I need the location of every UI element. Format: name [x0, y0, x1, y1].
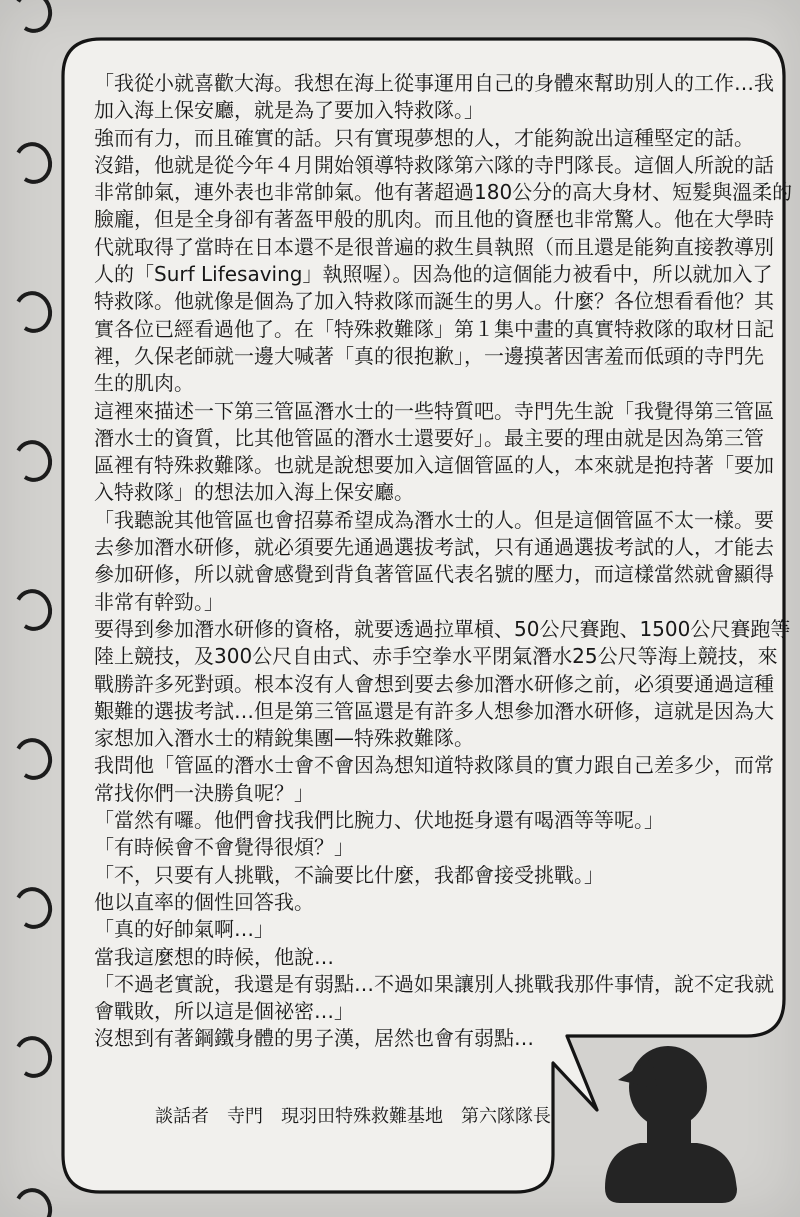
text-line: 特救隊。他就像是個為了加入特救隊而誕生的男人。什麼？各位想看看他？其: [94, 289, 774, 314]
text-line: 加入海上保安廳，就是為了要加入特救隊。」: [94, 98, 484, 123]
person-silhouette-icon: [605, 1046, 737, 1203]
text-line: 「真的好帥氣啊…」: [94, 917, 274, 942]
text-line: 「我從小就喜歡大海。我想在海上從事運用自己的身體來幫助別人的工作…我: [94, 71, 774, 95]
text-line: 「有時候會不會覺得很煩？」: [94, 835, 354, 860]
text-line: 「當然有囉。他們會找我們比腕力、伏地挺身還有喝酒等等呢。」: [94, 808, 664, 833]
text-line: 臉龐，但是全身卻有著盔甲般的肌肉。而且他的資歷也非常驚人。他在大學時: [94, 207, 774, 232]
text-line: 沒錯，他就是從今年４月開始領導特救隊第六隊的寺門隊長。這個人所說的話: [94, 152, 774, 177]
text-line: 當我這麼想的時候，他說…: [94, 944, 334, 969]
text-line: 區裡有特殊救難隊。也就是說想要加入這個管區的人，本來就是抱持著「要加: [94, 453, 774, 478]
text-line: 參加研修，所以就會感覺到背負著管區代表名號的壓力，而這樣當然就會顯得: [94, 562, 774, 587]
text-line: 「不，只要有人挑戰，不論要比什麼，我都會接受挑戰。」: [94, 862, 604, 887]
text-line: 家想加入潛水士的精銳集團—特殊救難隊。: [94, 726, 474, 751]
text-line: 常找你們一決勝負呢？」: [94, 780, 314, 805]
text-line: 潛水士的資質，比其他管區的潛水士還要好」。最主要的理由就是因為第三管: [94, 425, 764, 450]
text-line: 我問他「管區的潛水士會不會因為想知道特救隊員的實力跟自己差多少，而常: [94, 753, 774, 778]
text-line: 強而有力，而且確實的話。只有實現夢想的人，才能夠說出這種堅定的話。: [94, 125, 754, 150]
interview-text: [94, 70, 793, 1053]
text-line: 陸上競技，及300公尺自由式、赤手空拳水平閉氣潛水25公尺等海上競技，來: [94, 644, 778, 669]
text-line: 實各位已經看過他了。在「特殊救難隊」第１集中畫的真實特救隊的取材日記: [94, 316, 774, 341]
text-line: 人的「Surf Lifesaving」執照喔）。因為他的這個能力被看中，所以就加入了: [94, 262, 773, 287]
text-line: 非常帥氣，連外表也非常帥氣。他有著超過180公分的高大身材、短髮與溫柔的: [94, 180, 793, 205]
text-line: 要得到參加潛水研修的資格，就要透過拉單槓、50公尺賽跑、1500公尺賽跑等: [94, 616, 791, 641]
text-line: 「不過老實說，我還是有弱點…不過如果讓別人挑戰我那件事情，說不定我就: [94, 971, 774, 996]
text-line: 沒想到有著鋼鐵身體的男子漢，居然也會有弱點…: [94, 1026, 534, 1051]
text-line: 他以直率的個性回答我。: [94, 889, 314, 914]
text-line: 艱難的選拔考試…但是第三管區還是有許多人想參加潛水研修，這就是因為大: [94, 698, 774, 723]
attribution-line: 談話者 寺門 現羽田特殊救難基地 第六隊隊長: [155, 1106, 551, 1127]
text-line: 會戰敗，所以這是個祕密…」: [94, 999, 354, 1024]
text-line: 生的肌肉。: [94, 371, 194, 396]
text-line: 入特救隊」的想法加入海上保安廳。: [94, 480, 414, 505]
text-line: 去參加潛水研修，就必須要先通過選拔考試，只有通過選拔考試的人，才能去: [94, 535, 774, 560]
text-line: 戰勝許多死對頭。根本沒有人會想到要去參加潛水研修之前，必須要通過這種: [94, 671, 774, 696]
text-line: 「我聽說其他管區也會招募希望成為潛水士的人。但是這個管區不太一樣。要: [94, 507, 774, 532]
text-line: 代就取得了當時在日本還不是很普遍的救生員執照（而且還是能夠直接教導別: [94, 234, 774, 259]
text-line: 非常有幹勁。」: [94, 589, 224, 614]
text-line: 這裡來描述一下第三管區潛水士的一些特質吧。寺門先生說「我覺得第三管區: [94, 398, 774, 423]
text-line: 裡，久保老師就一邊大喊著「真的很抱歉」，一邊摸著因害羞而低頭的寺門先: [94, 343, 764, 368]
